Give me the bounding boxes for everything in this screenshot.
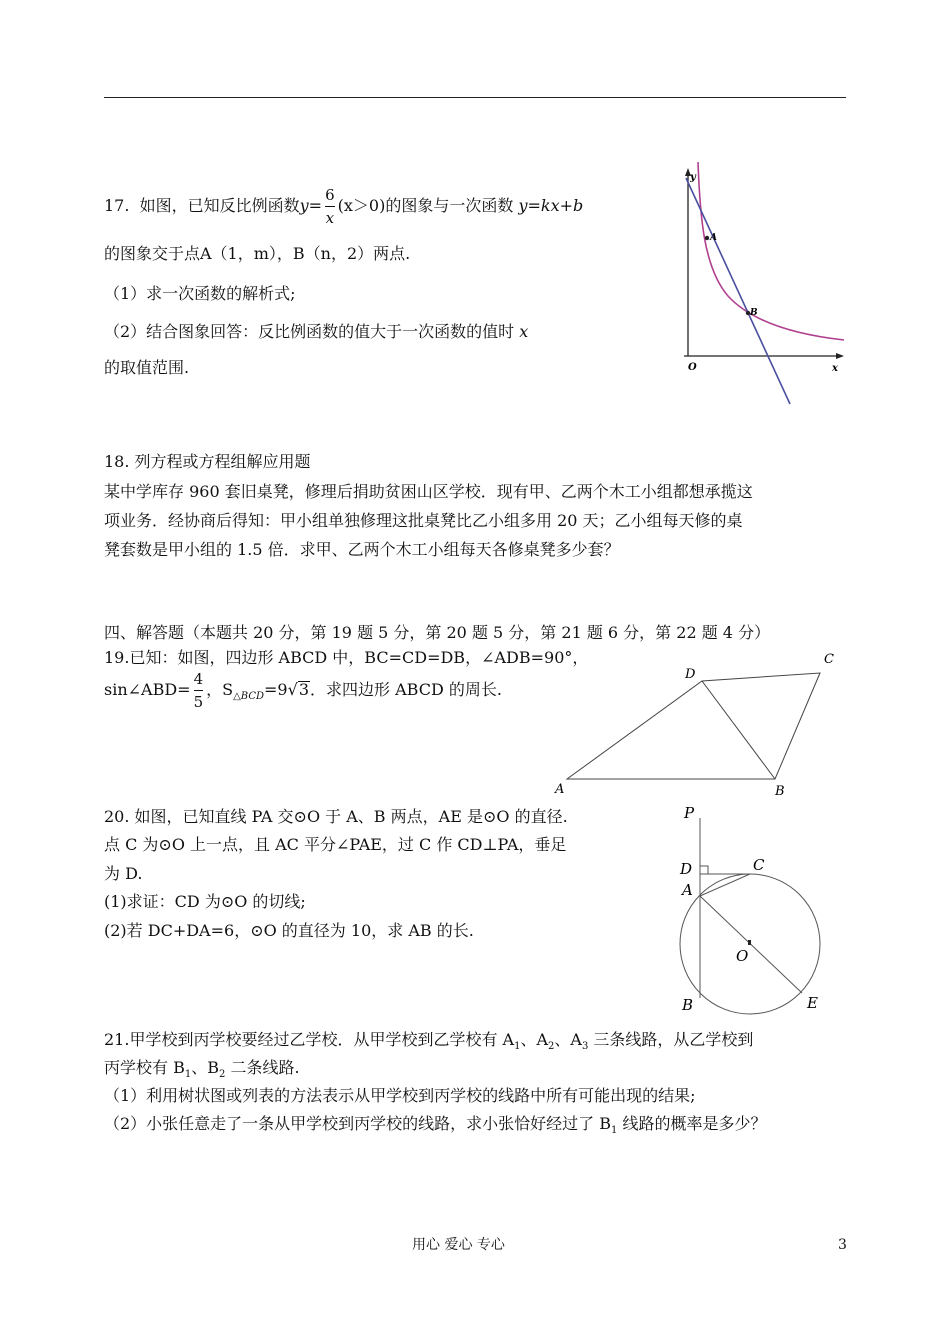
q19-line1: 19.已知：如图，四边形 ABCD 中，BC=CD=DB，∠ADB=90°， bbox=[104, 648, 589, 667]
header-rule bbox=[104, 97, 846, 98]
q17-fraction: $\frac{6}{x}$ bbox=[325, 186, 335, 227]
q20-line2: 点 C 为⊙O 上一点，且 AC 平分∠PAE，过 C 作 CD⊥PA，垂足 bbox=[104, 835, 567, 854]
label-a: A bbox=[710, 233, 717, 243]
q19-quadrilateral-figure bbox=[545, 645, 845, 800]
point-a bbox=[705, 236, 709, 240]
q21-line2: 丙学校有 $B_1$、$B_2$ 二条线路. bbox=[104, 1058, 300, 1080]
label-c: C bbox=[824, 652, 834, 667]
q21-line1: 21.甲学校到丙学校要经过乙学校．从甲学校到乙学校有 $A_1$、$A_2$、$A_3$ 三条线路，从乙学校到 bbox=[104, 1030, 754, 1052]
right-angle-mark bbox=[700, 866, 708, 874]
label-o: O bbox=[736, 947, 749, 965]
q20-line1: 20. 如图，已知直线 PA 交⊙O 于 A、B 两点，AE 是⊙O 的直径. bbox=[104, 807, 568, 826]
x-axis-arrow bbox=[836, 353, 844, 359]
q17-line2: 的图象交于点A（1，m），B（n，2）两点. bbox=[104, 244, 411, 263]
label-o: O bbox=[688, 362, 697, 373]
label-a: A bbox=[682, 881, 693, 899]
q17-graph-figure bbox=[670, 158, 850, 408]
footer-page-number: 3 bbox=[838, 1237, 847, 1253]
q19-fraction: $\frac{4}{5}$ bbox=[193, 670, 204, 711]
q18-line3: 凳套数是甲小组的 1.5 倍．求甲、乙两个木工小组每天各修桌凳多少套？ bbox=[104, 540, 620, 559]
center-mark bbox=[748, 940, 751, 945]
q20-part2: (2)若 DC+DA=6，⊙O 的直径为 10，求 AB 的长. bbox=[104, 921, 474, 940]
section4-title: 四、解答题（本题共 20 分，第 19 题 5 分，第 20 题 5 分，第 21 题 6 分，第 22 题 4 分） bbox=[104, 623, 771, 642]
q17-part1: （1）求一次函数的解析式; bbox=[104, 284, 296, 303]
segment-ac bbox=[700, 874, 750, 896]
label-b: B bbox=[682, 996, 694, 1014]
footer-motto: 用心 爱心 专心 bbox=[412, 1237, 505, 1253]
label-d: D bbox=[680, 860, 693, 878]
label-e: E bbox=[807, 994, 818, 1012]
label-b: B bbox=[775, 784, 785, 799]
q18-line1: 某中学库存 960 套旧桌凳，修理后捐助贫困山区学校．现有甲、乙两个木工小组都想承揽这 bbox=[104, 482, 753, 501]
label-a: A bbox=[555, 782, 565, 797]
diagonal-db bbox=[702, 681, 775, 779]
label-d: D bbox=[685, 667, 696, 682]
q18-title: 18. 列方程或方程组解应用题 bbox=[104, 452, 311, 471]
label-p: P bbox=[684, 804, 695, 822]
q19-line2: sin∠ABD= $\frac{4}{5}$ ，$S_{\triangle BCD}=9√3$．求四边形 ABCD 的周长. bbox=[104, 670, 502, 711]
quadrilateral-abcd bbox=[567, 673, 820, 779]
q21-part2: （2）小张任意走了一条从甲学校到丙学校的线路，求小张恰好经过了 $B_1$ 线路的概率是多少？ bbox=[104, 1114, 767, 1136]
q18-line2: 项业务．经协商后得知：甲小组单独修理这批桌凳比乙小组多用 20 天；乙小组每天修的桌 bbox=[104, 511, 743, 530]
q17-part2-end: 的取值范围. bbox=[104, 358, 190, 377]
label-b: B bbox=[750, 308, 758, 318]
label-c: C bbox=[753, 856, 765, 874]
linear-function-line bbox=[686, 178, 790, 404]
q17-part2: （2）结合图象回答：反比例函数的值大于一次函数的值时 x bbox=[104, 322, 529, 341]
q20-part1: (1)求证：CD 为⊙O 的切线; bbox=[104, 892, 306, 911]
q17-line1: 17. 如图，已知反比例函数y= $\frac{6}{x}$ (x＞0)的图象与一次函数 y=kx+b bbox=[104, 186, 584, 227]
q20-line3: 为 D. bbox=[104, 864, 143, 883]
q21-part1: （1）利用树状图或列表的方法表示从甲学校到丙学校的线路中所有可能出现的结果; bbox=[104, 1086, 696, 1105]
label-x: x bbox=[832, 363, 838, 374]
label-y: y bbox=[690, 172, 696, 183]
q20-circle-figure bbox=[670, 798, 830, 1020]
